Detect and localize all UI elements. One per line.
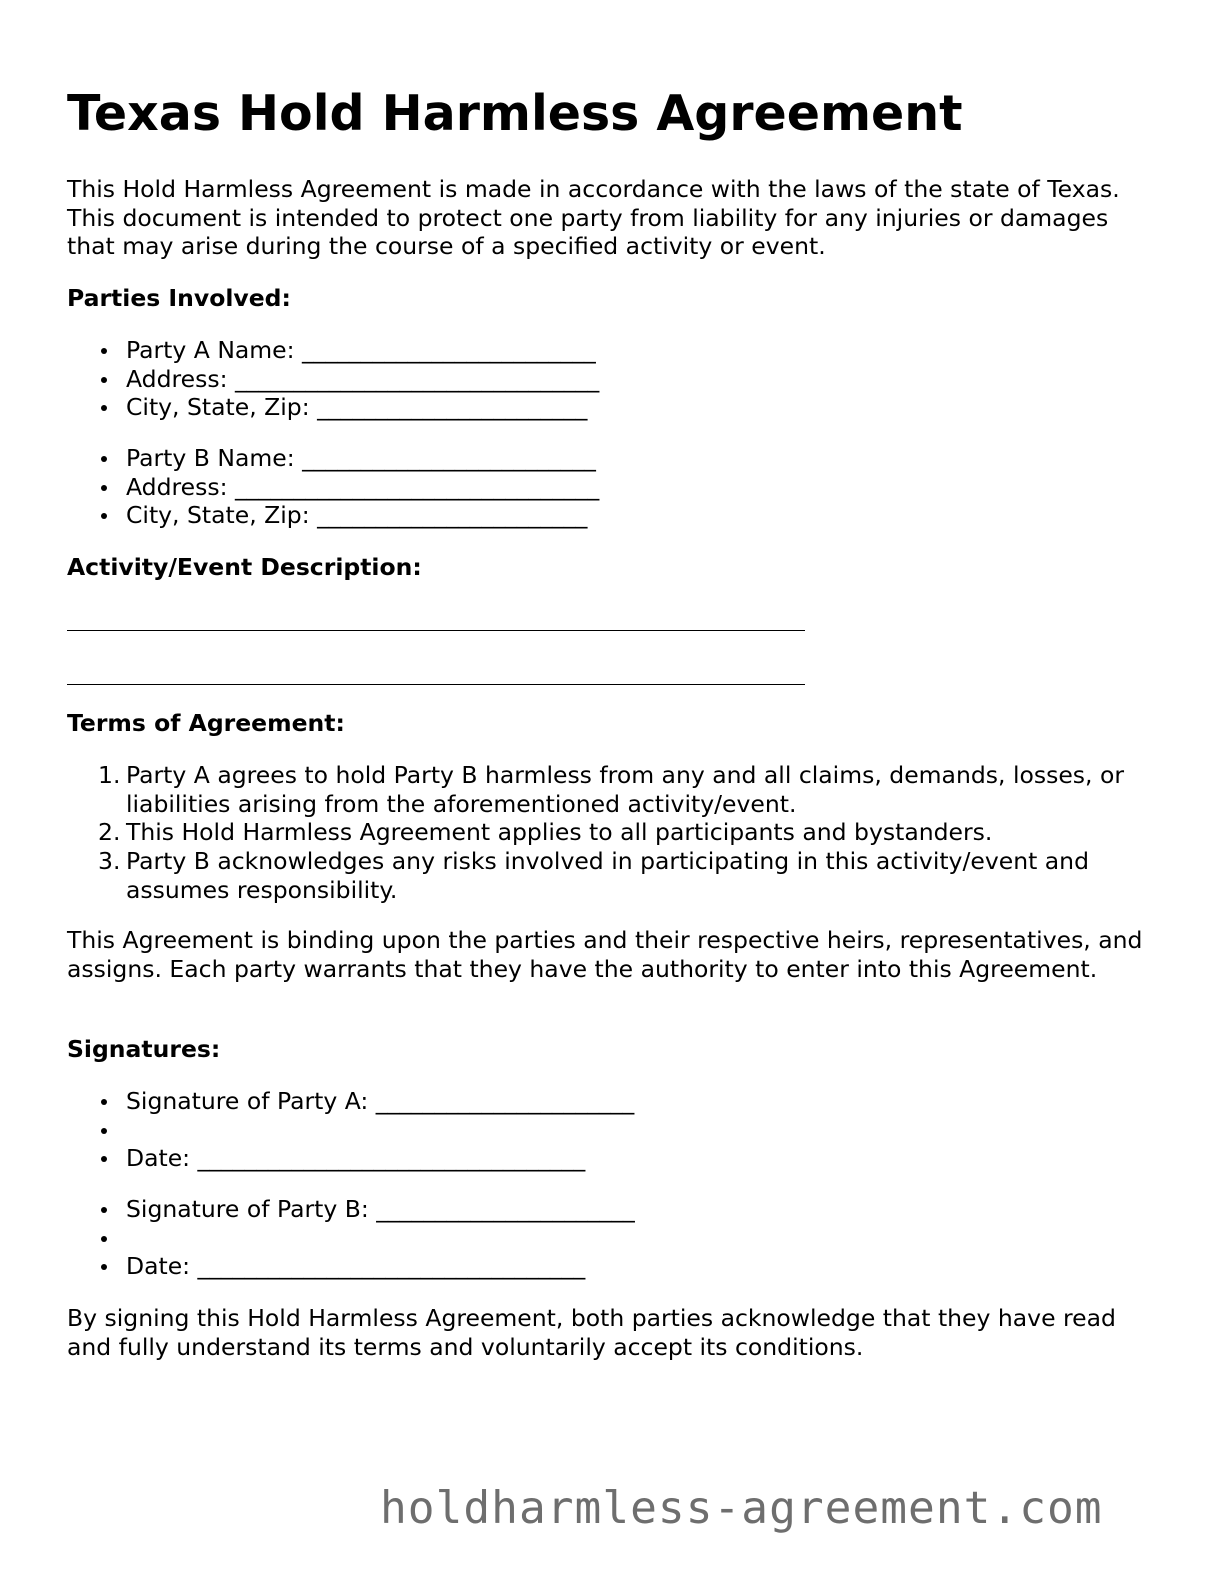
term-item [67, 847, 1146, 904]
party-a-signature-fields [67, 1087, 634, 1173]
signatures-heading: Signatures: [67, 1035, 221, 1063]
party-a-signature-field: Signature of Party A: ______________________ [67, 1087, 634, 1116]
parties-heading: Parties Involved: [67, 284, 291, 312]
party-b-city-state-zip-field: City, State, Zip: _______________________ [67, 501, 599, 530]
term-text: Party A agrees to hold Party B harmless from any and all claims, demands, losses, or liabilities arising from the aforementioned activity/event. [126, 761, 1125, 818]
document-title: Texas Hold Harmless Agreement [67, 85, 963, 142]
term-number: 2. [98, 818, 121, 847]
party-b-date-field: Date: _________________________________ [67, 1252, 635, 1281]
intro-paragraph: This Hold Harmless Agreement is made in accordance with the laws of the state of Texas. This document is intended to protect one party from liability for any injuries or damages that may arise during the course of a specified activity or event. [67, 175, 1120, 261]
party-a-address-field: Address: _______________________________ [67, 365, 599, 394]
party-a-date-field: Date: _________________________________ [67, 1144, 634, 1173]
website-watermark: holdharmless-agreement.com [380, 1483, 1103, 1534]
term-item [67, 761, 1146, 818]
term-number: 1. [98, 761, 121, 789]
party-a-city-state-zip-field: City, State, Zip: _______________________ [67, 393, 599, 422]
party-b-signature-fields [67, 1195, 635, 1281]
party-a-fields [67, 336, 599, 422]
activity-heading: Activity/Event Description: [67, 553, 422, 581]
binding-paragraph: This Agreement is binding upon the parties and their respective heirs, representatives, and assigns. Each party warrants that they have the authority to enter into this Agreement. [67, 926, 1143, 983]
empty-list-item [67, 1224, 635, 1253]
party-b-signature-field: Signature of Party B: ______________________ [67, 1195, 635, 1224]
party-b-name-field: Party B Name: _________________________ [67, 444, 599, 473]
activity-blank-line-2 [67, 684, 805, 685]
terms-list [67, 761, 1146, 905]
term-item [67, 818, 1146, 847]
party-a-name-field: Party A Name: _________________________ [67, 336, 599, 365]
party-b-address-field: Address: _______________________________ [67, 473, 599, 502]
closing-paragraph: By signing this Hold Harmless Agreement, both parties acknowledge that they have read and fully understand its terms and voluntarily accept its conditions. [67, 1304, 1116, 1361]
party-b-fields [67, 444, 599, 530]
empty-list-item [67, 1116, 634, 1145]
activity-blank-line-1 [67, 630, 805, 631]
term-text: This Hold Harmless Agreement applies to all participants and bystanders. [126, 818, 993, 847]
terms-heading: Terms of Agreement: [67, 709, 345, 737]
term-number: 3. [98, 847, 121, 876]
term-text: Party B acknowledges any risks involved in participating in this activity/event and assumes responsibility. [126, 847, 1089, 904]
